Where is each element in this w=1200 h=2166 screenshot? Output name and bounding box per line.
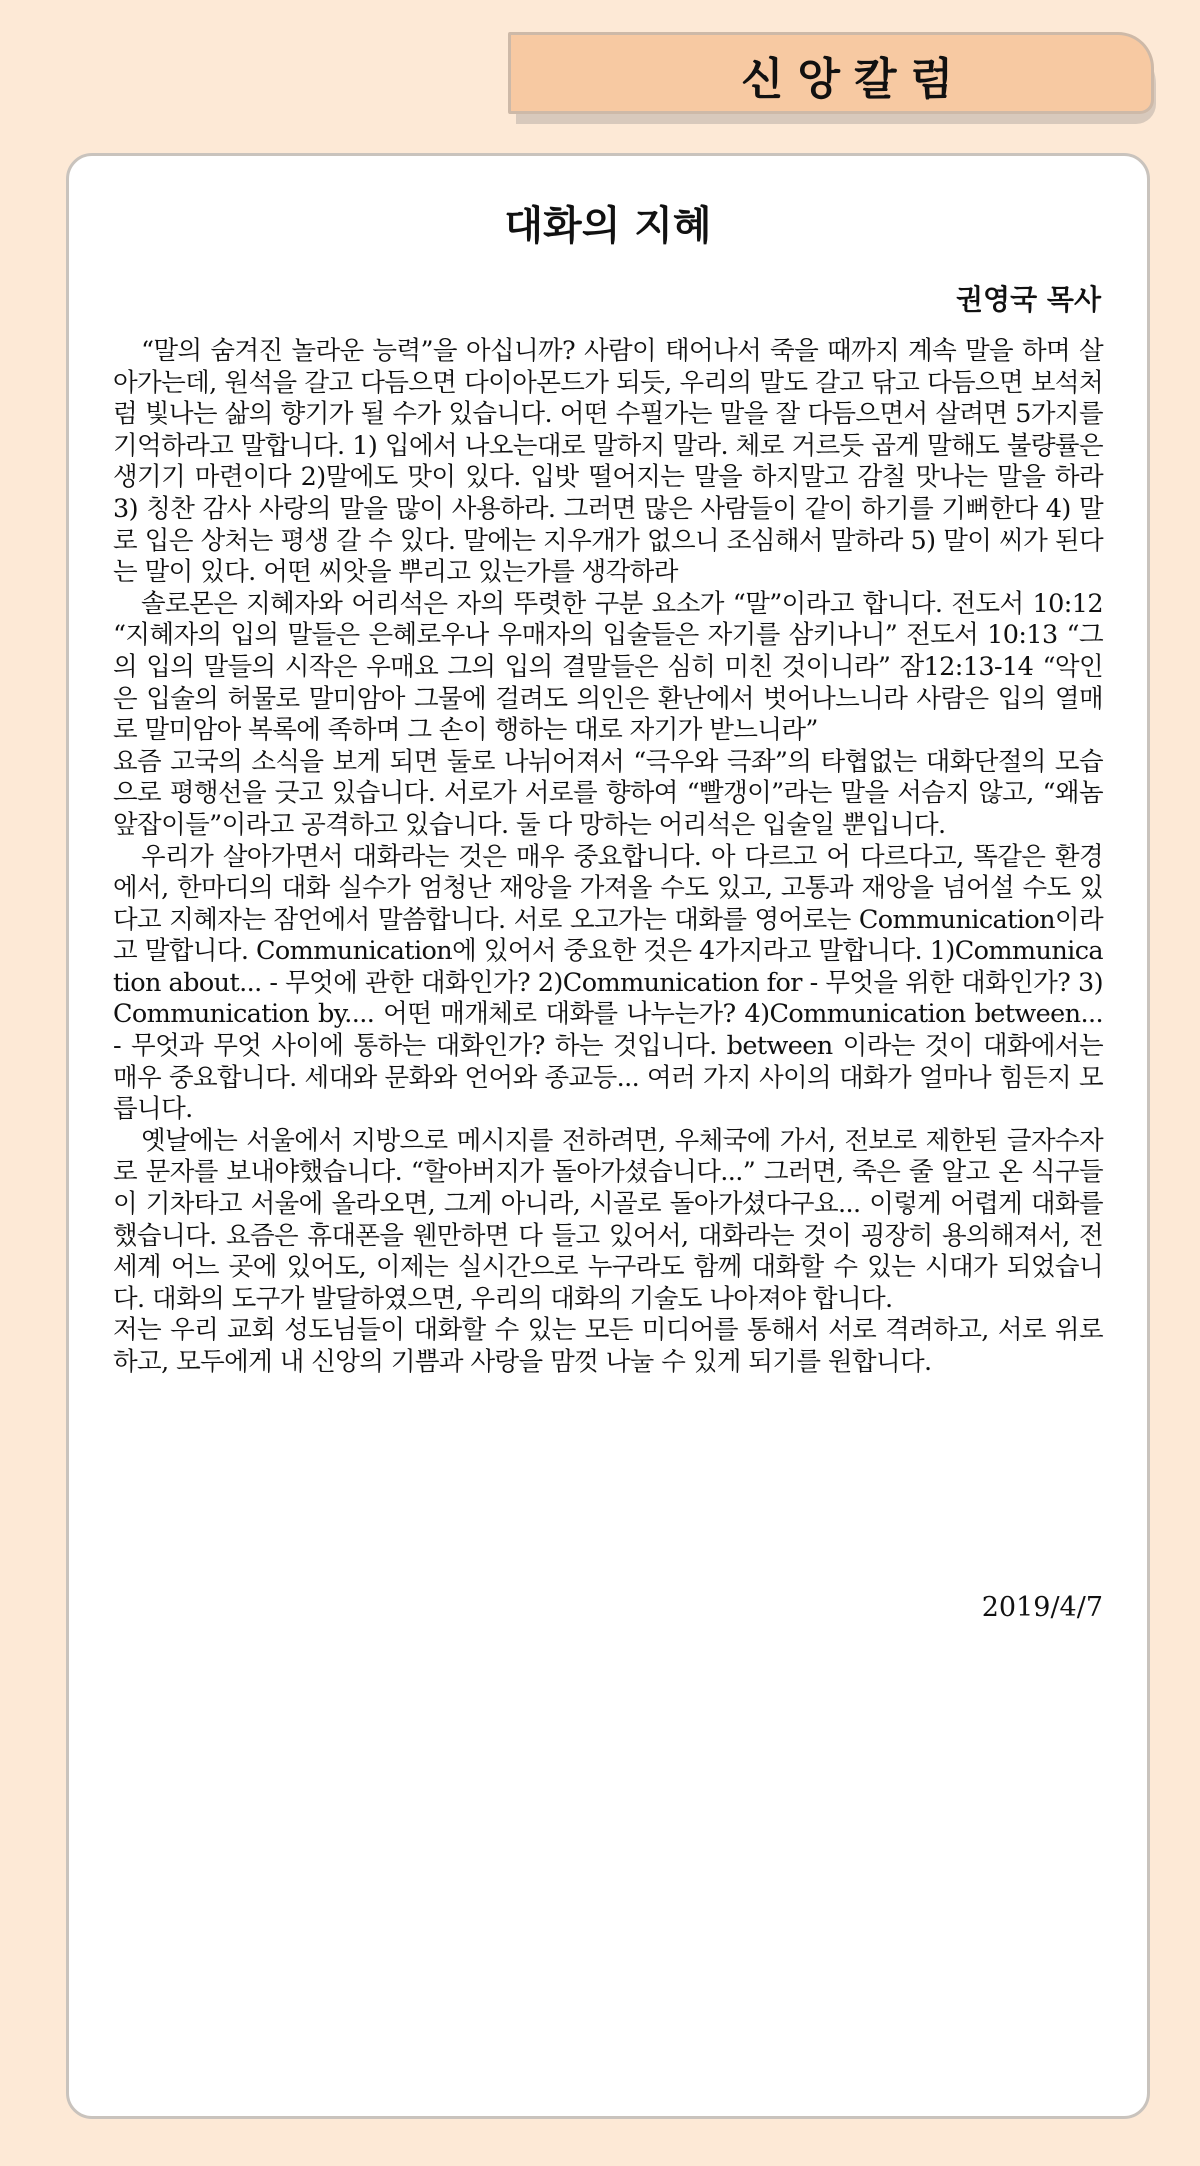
paragraph-2: 솔로몬은 지혜자와 어리석은 자의 뚜렷한 구분 요소가 “말”이라고 합니다. 전도서 10:12 “지혜자의 입의 말들은 은혜로우나 우매자의 입술들은 자기를 삼키나니” 전도서 10:13 “그의 입의 말들의 시작은 우매요 그의 입의 결말들은 심히 미친 것이니라” 잠12:13-14 “악인은 입술의 허물로 말미암아 그물에 걸려도 의인은 환난에서 벗어나느니라 사람은 입의 열매로 말미암아 복록에 족하며 그 손이 행하는 대로 자기가 받느니라” bbox=[113, 588, 1103, 746]
paragraph-5: 옛날에는 서울에서 지방으로 메시지를 전하려면, 우체국에 가서, 전보로 제한된 글자수자로 문자를 보내야했습니다. “할아버지가 돌아가셨습니다...” 그러면, 죽은 줄 알고 온 식구들이 기차타고 서울에 올라오면, 그게 아니라, 시골로 돌아가셨다구요... 이렇게 어렵게 대화를 했습니다. 요즘은 휴대폰을 웬만하면 다 들고 있어서, 대화라는 것이 굉장히 용의해져서, 전세계 어느 곳에 있어도, 이제는 실시간으로 누구라도 함께 대화할 수 있는 시대가 되었습니다. 대화의 도구가 발달하였으면, 우리의 대화의 기술도 나아져야 합니다. bbox=[113, 1125, 1103, 1314]
author-name: 권영국 목사 bbox=[956, 283, 1101, 316]
article-date: 2019/4/7 bbox=[981, 1592, 1103, 1623]
column-banner bbox=[508, 32, 1154, 114]
paragraph-1: “말의 숨겨진 놀라운 능력”을 아십니까? 사람이 태어나서 죽을 때까지 계속 말을 하며 살아가는데, 원석을 갈고 다듬으면 다이아몬드가 되듯, 우리의 말도 갈고 닦고 다듬으면 보석처럼 빛나는 삶의 향기가 될 수가 있습니다. 어떤 수필가는 말을 잘 다듬으면서 살려면 5가지를 기억하라고 말합니다. 1) 입에서 나오는대로 말하지 말라. 체로 거르듯 곱게 말해도 불량률은 생기기 마련이다 2)말에도 맛이 있다. 입밧 떨어지는 말을 하지말고 감칠 맛나는 말을 하라 3) 칭찬 감사 사랑의 말을 많이 사용하라. 그러면 많은 사람들이 같이 하기를 기뻐한다 4) 말로 입은 상처는 평생 갈 수 있다. 말에는 지우개가 없으니 조심해서 말하라 5) 말이 씨가 된다는 말이 있다. 어떤 씨앗을 뿌리고 있는가를 생각하라 bbox=[113, 336, 1103, 588]
article-title: 대화의 지혜 bbox=[504, 203, 712, 249]
banner-title: 신앙칼럼 bbox=[741, 54, 968, 105]
article-body bbox=[113, 336, 1103, 1379]
paragraph-3: 요즘 고국의 소식을 보게 되면 둘로 나뉘어져서 “극우와 극좌”의 타협없는 대화단절의 모습으로 평행선을 긋고 있습니다. 서로가 서로를 향하여 “빨갱이”라는 말을 서슴지 않고, “왜놈 앞잡이들”이라고 공격하고 있습니다. 둘 다 망하는 어리석은 입술일 뿐입니다. bbox=[113, 746, 1103, 840]
paragraph-4: 우리가 살아가면서 대화라는 것은 매우 중요합니다. 아 다르고 어 다르다고, 똑같은 환경에서, 한마디의 대화 실수가 엄청난 재앙을 가져올 수도 있고, 고통과 재앙을 넘어설 수도 있다고 지혜자는 잠언에서 말씀합니다. 서로 오고가는 대화를 영어로는 Communication이라고 말합니다. Communication에 있어서 중요한 것은 4가지라고 말합니다. 1)Communication about... - 무엇에 관한 대화인가? 2)Communication for - 무엇을 위한 대화인가? 3)Communication by.... 어떤 매개체로 대화를 나누는가? 4)Communication between... - 무엇과 무엇 사이에 통하는 대화인가? 하는 것입니다. between 이라는 것이 대화에서는 매우 중요합니다. 세대와 문화와 언어와 종교등... 여러 가지 사이의 대화가 얼마나 힘든지 모릅니다. bbox=[113, 841, 1103, 1125]
paragraph-6: 저는 우리 교회 성도님들이 대화할 수 있는 모든 미디어를 통해서 서로 격려하고, 서로 위로하고, 모두에게 내 신앙의 기쁨과 사랑을 맘껏 나눌 수 있게 되기를 원합니다. bbox=[113, 1315, 1103, 1377]
article-card bbox=[66, 153, 1150, 2119]
